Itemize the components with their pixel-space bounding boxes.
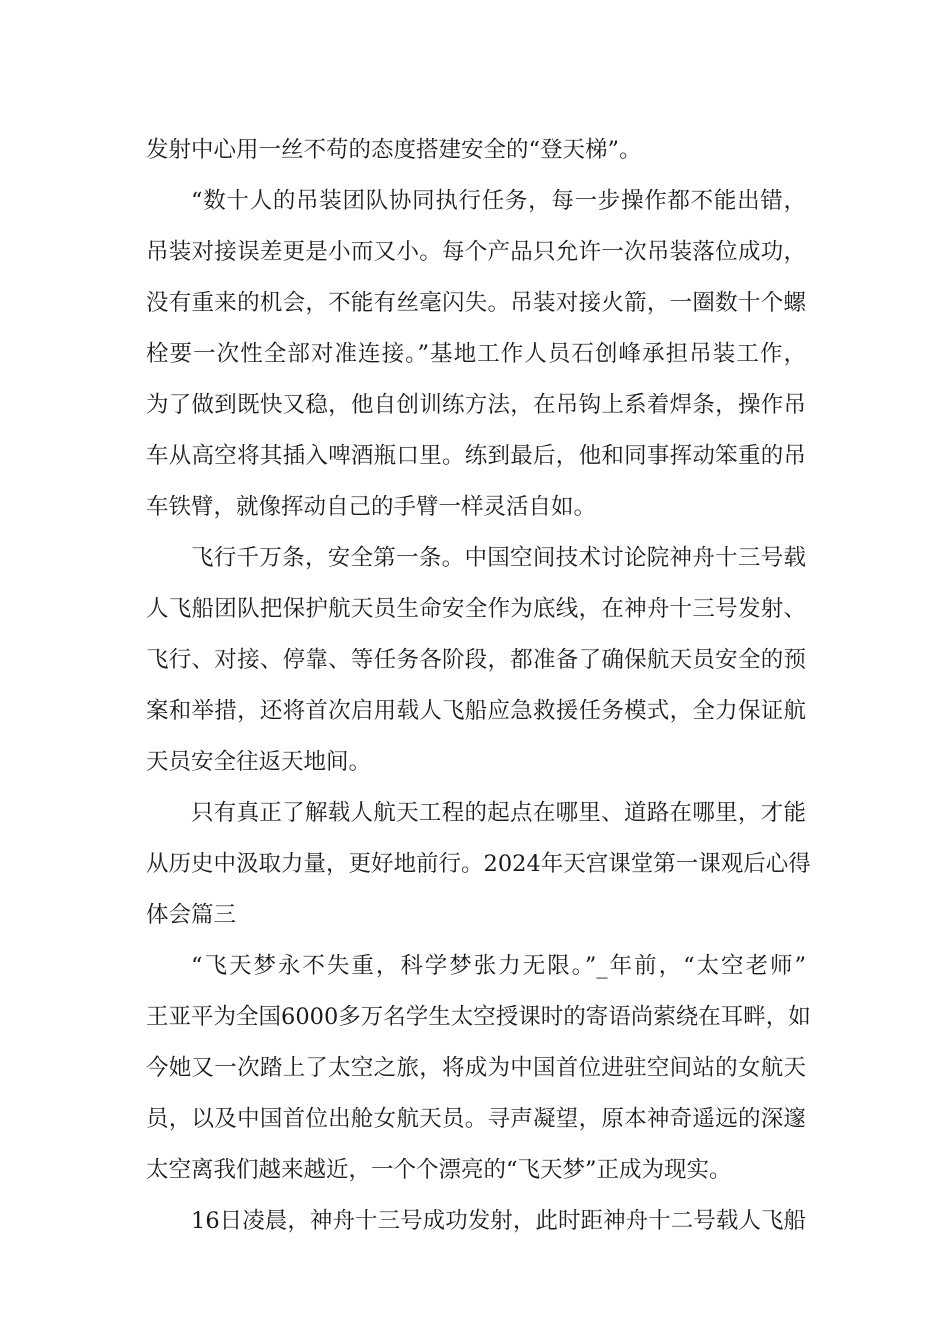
text-line: 为了做到既快又稳，他自创训练方法，在吊钩上系着焊条，操作吊	[146, 392, 806, 418]
text-line: 没有重来的机会，不能有丝毫闪失。吊装对接火箭，一圈数十个螺	[146, 290, 806, 316]
paragraph-start-line: 只有真正了解载人航天工程的起点在哪里、道路在哪里，才能	[191, 800, 806, 826]
text-line: 天员安全往返天地间。	[146, 749, 372, 775]
text-line: 从历史中汲取力量，更好地前行。2024年天宫课堂第一课观后心得	[146, 851, 811, 877]
text-line: 栓要一次性全部对准连接。”基地工作人员石创峰承担吊装工作，	[146, 341, 806, 367]
text-line: 飞行、对接、停靠、等任务各阶段，都准备了确保航天员安全的预	[146, 647, 806, 673]
text-line: 发射中心用一丝不苟的态度搭建安全的“登天梯”。	[146, 137, 642, 163]
text-line: 车从高空将其插入啤酒瓶口里。练到最后，他和同事挥动笨重的吊	[146, 443, 806, 469]
paragraph-start-line: 飞行千万条，安全第一条。中国空间技术讨论院神舟十三号载	[191, 545, 806, 571]
text-line: 今她又一次踏上了太空之旅，将成为中国首位进驻空间站的女航天	[146, 1055, 806, 1081]
text-line: 人飞船团队把保护航天员生命安全作为底线，在神舟十三号发射、	[146, 596, 806, 622]
text-line: 吊装对接误差更是小而又小。每个产品只允许一次吊装落位成功，	[146, 239, 806, 265]
text-line: 员，以及中国首位出舱女航天员。寻声凝望，原本神奇遥远的深邃	[146, 1106, 806, 1132]
paragraph-start-line: “数十人的吊装团队协同执行任务，每一步操作都不能出错，	[191, 188, 806, 214]
paragraph-start-line: “飞天梦永不失重，科学梦张力无限。”_年前，“太空老师”	[191, 953, 806, 979]
section-heading-line: 体会篇三	[146, 902, 237, 928]
text-line: 车铁臂，就像挥动自己的手臂一样灵活自如。	[146, 494, 597, 520]
text-line: 太空离我们越来越近，一个个漂亮的“飞天梦”正成为现实。	[146, 1157, 732, 1183]
text-line: 案和举措，还将首次启用载人飞船应急救援任务模式，全力保证航	[146, 698, 806, 724]
paragraph-start-line: 16日凌晨，神舟十三号成功发射，此时距神舟十二号载人飞船	[191, 1208, 806, 1234]
text-line: 王亚平为全国6000多万名学生太空授课时的寄语尚萦绕在耳畔，如	[146, 1004, 811, 1030]
